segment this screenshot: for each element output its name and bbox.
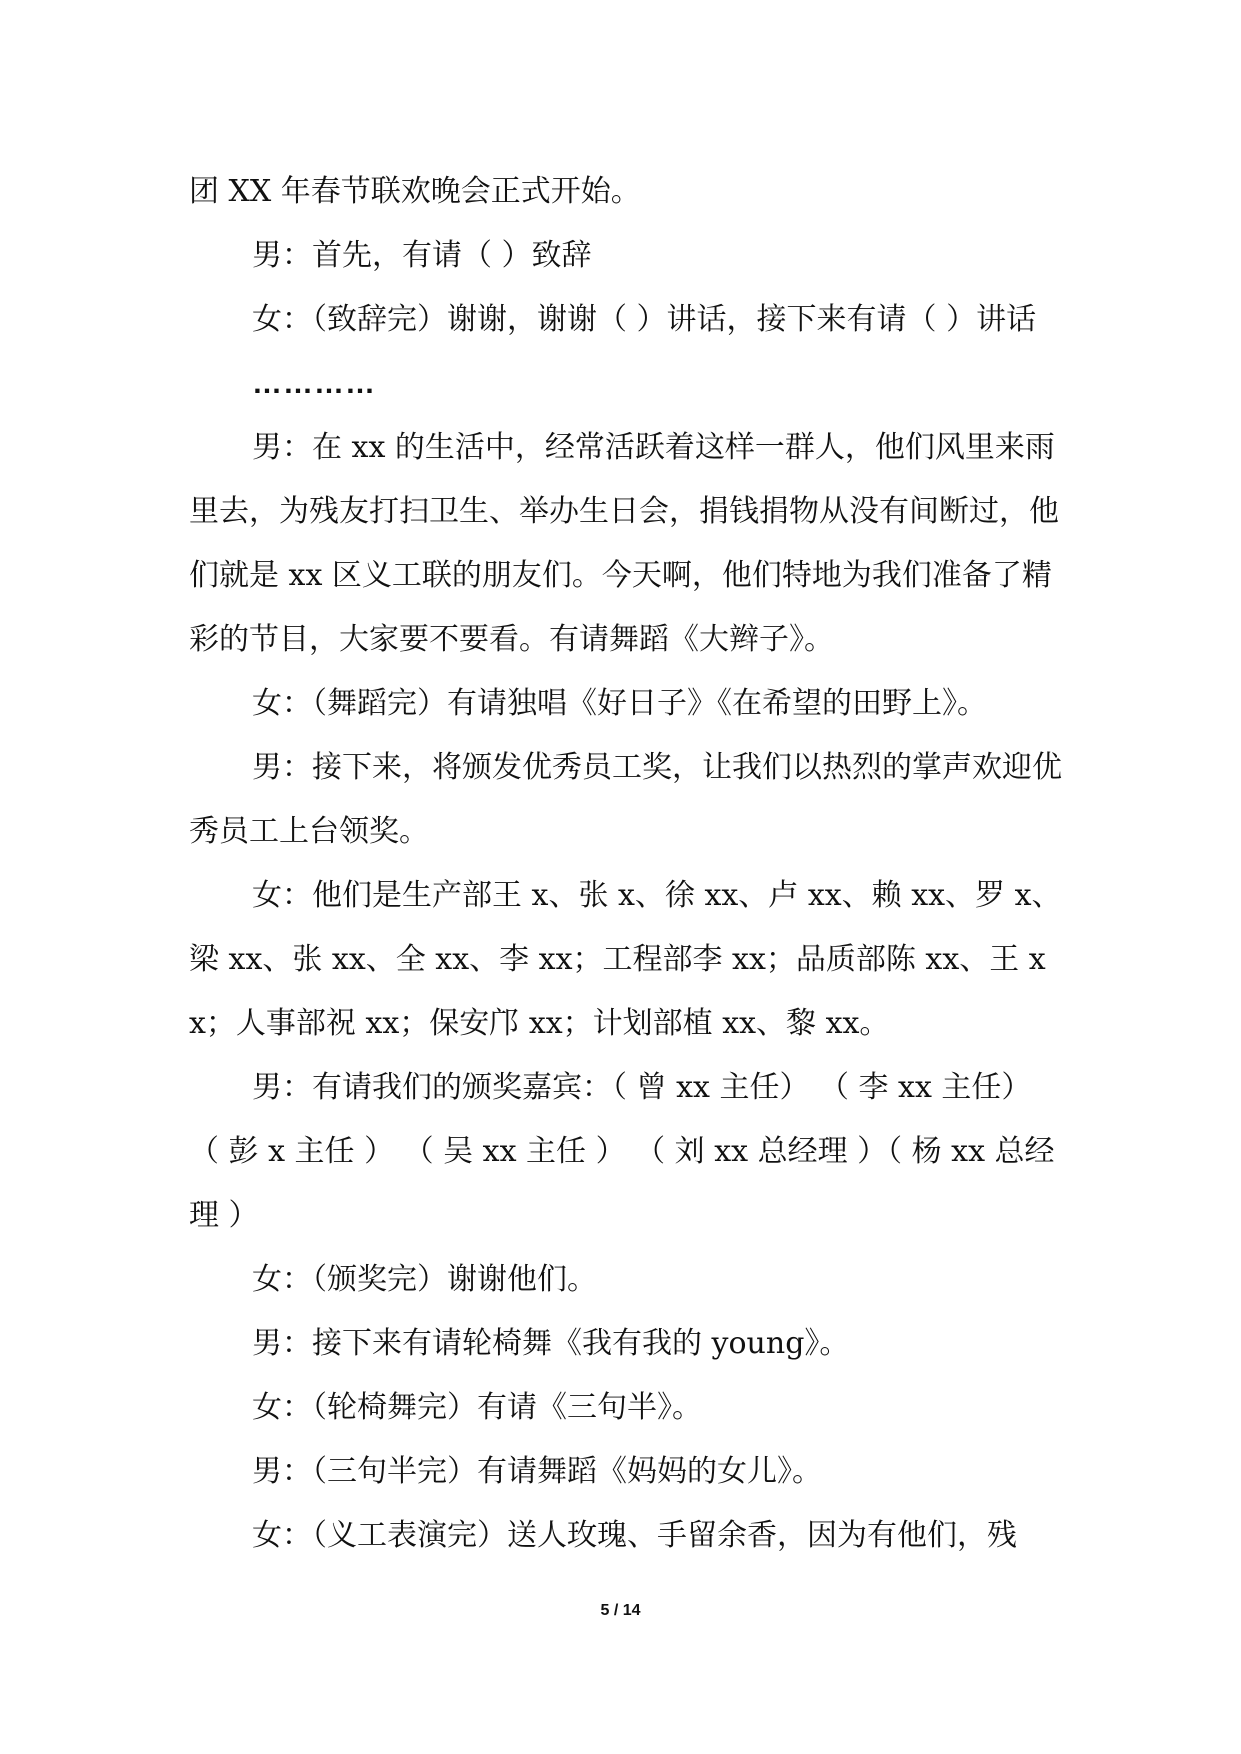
paragraph-11: 男：接下来有请轮椅舞《我有我的 young》。 [252, 1326, 850, 1361]
paragraph-7: 男：接下来，将颁发优秀员工奖，让我们以热烈的掌声欢迎优秀员工上台领奖。 [189, 750, 1062, 849]
paragraph-5: 男：在 xx 的生活中，经常活跃着这样一群人，他们风里来雨里去，为残友打扫卫生、举办生日会，捐钱捐物从没有间断过，他们就是 xx 区义工联的朋友们。今天啊，他们特地为我们准备了精彩的节目，大家要不要看。有请舞蹈《大辫子》。 [189, 430, 1059, 657]
paragraph-10: 女：（颁奖完）谢谢他们。 [252, 1262, 597, 1297]
paragraph-12: 女：（轮椅舞完）有请《三句半》。 [252, 1390, 702, 1425]
paragraph-3: 女：（致辞完）谢谢，谢谢（ ）讲话，接下来有请（ ）讲话 [252, 302, 1037, 337]
ellipsis-line: ………… [252, 367, 376, 400]
paragraph-13: 男：（三句半完）有请舞蹈《妈妈的女儿》。 [252, 1454, 822, 1489]
paragraph-9: 男：有请我们的颁奖嘉宾：（ 曾 xx 主任） （ 李 xx 主任） （ 彭 x 主任 ） （ 吴 xx 主任 ） （ 刘 xx 总经理 ）（ 杨 xx 总经理 ） [189, 1070, 1055, 1233]
document-body [189, 160, 1069, 1568]
paragraph-2: 男：首先，有请（ ）致辞 [252, 238, 592, 273]
paragraph-8: 女：他们是生产部王 x、张 x、徐 xx、卢 xx、赖 xx、罗 x、梁 xx、张 xx、全 xx、李 xx；工程部李 xx；品质部陈 xx、王 xx；人事部祝 xx；保安邝 xx；计划部植 xx、黎 xx。 [189, 878, 1062, 1041]
page-number: 5 / 14 [600, 1602, 641, 1619]
paragraph-14: 女：（义工表演完）送人玫瑰、手留余香，因为有他们，残 [252, 1518, 1017, 1553]
paragraph-1: 团 XX 年春节联欢晚会正式开始。 [189, 174, 641, 209]
paragraph-6: 女：（舞蹈完）有请独唱《好日子》《在希望的田野上》。 [252, 686, 987, 721]
